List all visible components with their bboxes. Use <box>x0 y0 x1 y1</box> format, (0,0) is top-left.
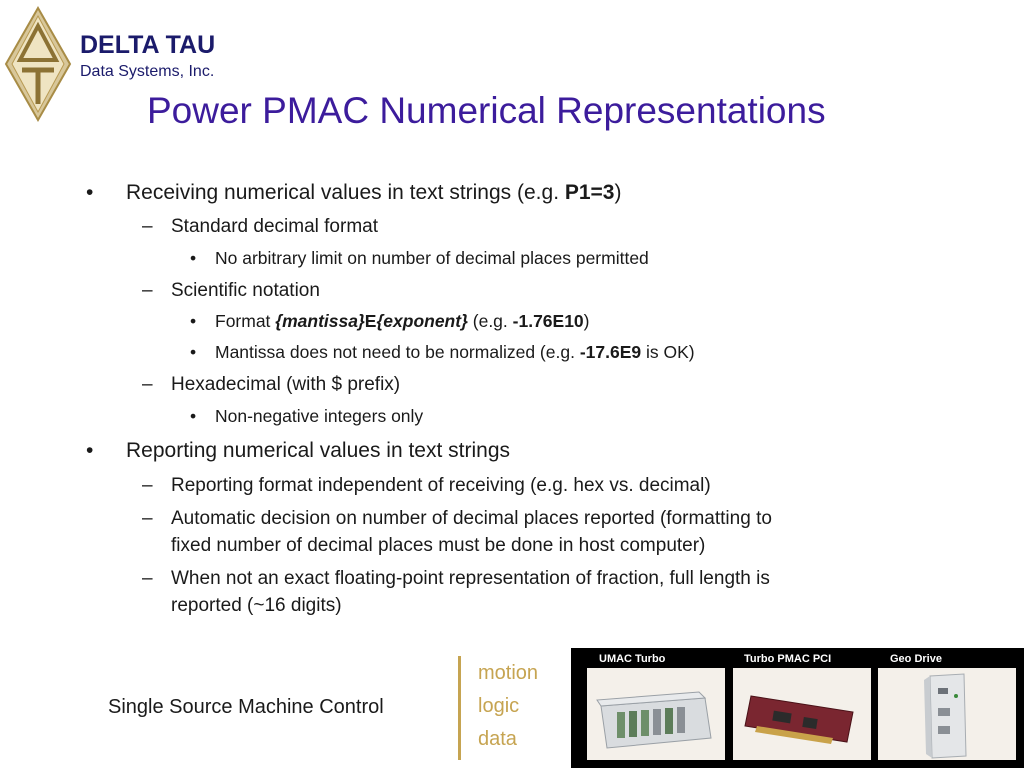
footer-word-logic: logic <box>478 695 520 717</box>
dash-mark: – <box>142 280 153 301</box>
footer-word-data: data <box>478 728 517 750</box>
dash-mark: – <box>142 508 153 529</box>
bullet-dot: • <box>86 181 94 204</box>
turbo-pmac-pci-image <box>733 668 871 760</box>
sub-standard-decimal: Standard decimal format <box>171 216 378 237</box>
footer-word-motion: motion <box>478 662 539 684</box>
umac-turbo-image <box>587 668 725 760</box>
subsub-no-limit: No arbitrary limit on number of decimal places permitted <box>215 248 649 268</box>
geo-drive-image <box>878 668 1016 760</box>
sub-automatic-decision-line1: Automatic decision on number of decimal places reported (formatting to <box>171 508 772 529</box>
bullet-dot: • <box>190 342 197 362</box>
dash-mark: – <box>142 216 153 237</box>
bullet-dot: • <box>86 439 94 462</box>
company-subtitle: Data Systems, Inc. <box>80 63 215 80</box>
product-label-pmac-pci: Turbo PMAC PCI <box>744 653 832 665</box>
bullet-reporting: Reporting numerical values in text strings <box>126 439 511 462</box>
product-photo-panel <box>571 648 1024 768</box>
bullet-dot: • <box>190 406 197 426</box>
sub-hexadecimal: Hexadecimal (with $ prefix) <box>171 374 401 395</box>
sub-reporting-format: Reporting format independent of receiving (e.g. hex vs. decimal) <box>171 475 711 496</box>
bullet-dot: • <box>190 248 197 268</box>
bullet-dot: • <box>190 311 197 331</box>
sub-full-length-line1: When not an exact floating-point representation of fraction, full length is <box>171 568 770 589</box>
sub-scientific: Scientific notation <box>171 280 320 301</box>
sub-automatic-decision-line2: fixed number of decimal places must be done in host computer) <box>171 535 706 556</box>
dash-mark: – <box>142 475 153 496</box>
subsub-non-negative: Non-negative integers only <box>215 406 424 426</box>
page-title: Power PMAC Numerical Representations <box>147 90 826 131</box>
delta-tau-logo <box>4 6 72 122</box>
product-label-geo-drive: Geo Drive <box>890 653 942 665</box>
bullet-receiving: Receiving numerical values in text strings (e.g. P1=3) <box>126 181 622 204</box>
dash-mark: – <box>142 374 153 395</box>
subsub-mantissa: Mantissa does not need to be normalized (e.g. -17.6E9 is OK) <box>215 342 695 362</box>
company-name: DELTA TAU <box>80 31 216 59</box>
footer-tagline: Single Source Machine Control <box>108 696 384 718</box>
subsub-format: Format {mantissa}E{exponent} (e.g. -1.76E10) <box>215 311 590 331</box>
product-label-umac: UMAC Turbo <box>599 653 666 665</box>
sub-full-length-line2: reported (~16 digits) <box>171 595 342 616</box>
dash-mark: – <box>142 568 153 589</box>
footer-divider <box>458 656 461 760</box>
